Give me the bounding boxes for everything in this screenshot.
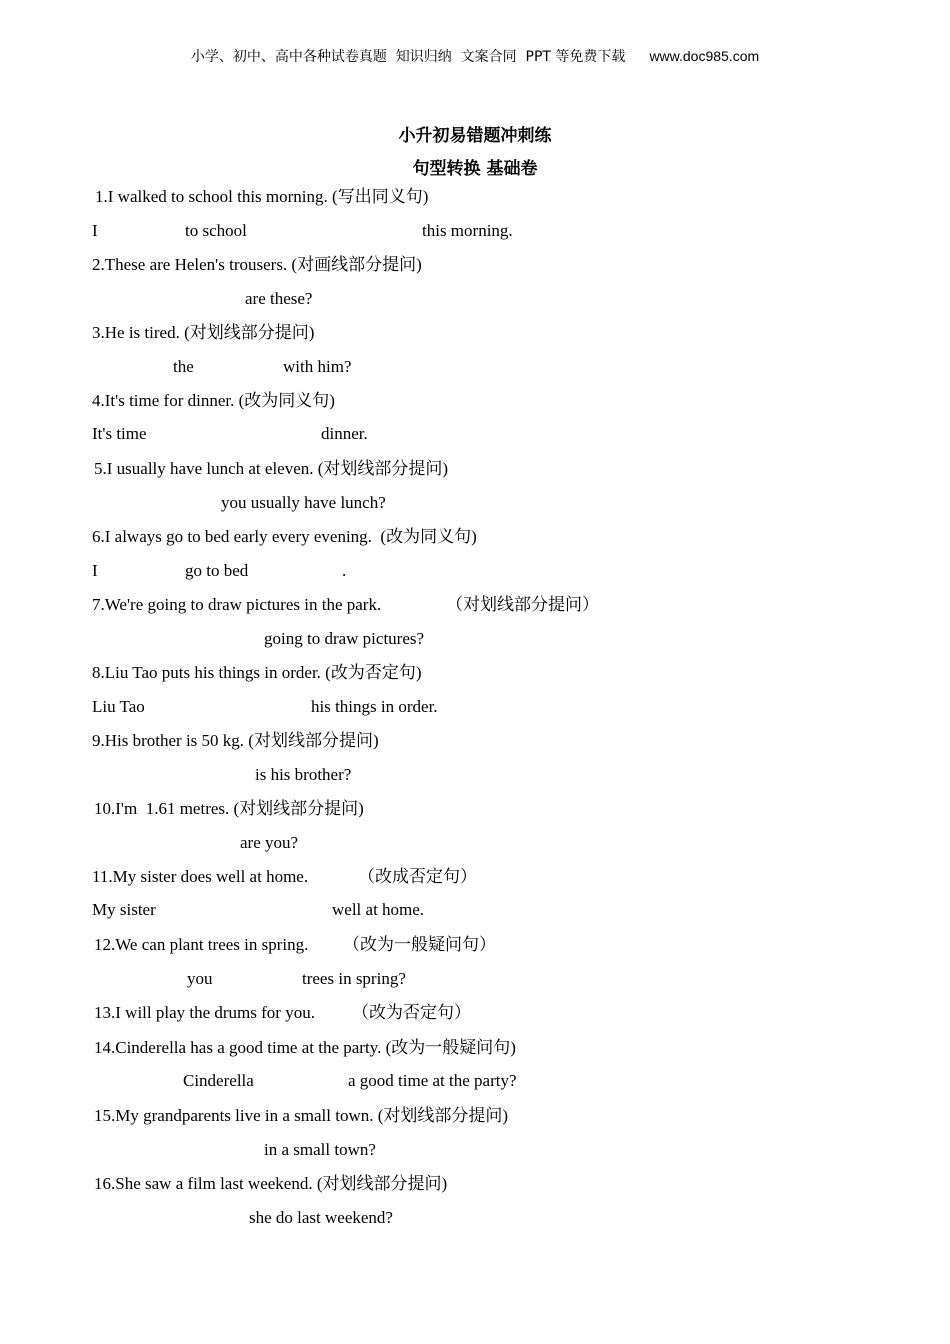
answer-text: .	[342, 561, 347, 580]
header-site-link[interactable]: www.doc985.com	[649, 48, 760, 64]
answer-text: his things in order.	[311, 697, 438, 716]
question-2: 2.These are Helen's trousers. (对画线部分提问)	[92, 255, 422, 274]
question-6: 6.I always go to bed early every evening. (改为同义句)	[92, 527, 477, 546]
answer-text: well at home.	[332, 900, 425, 919]
question-1: 1.I walked to school this morning. (写出同义句)	[95, 187, 429, 206]
answer-text: she do last weekend?	[249, 1208, 393, 1227]
answer-text: the	[173, 357, 194, 376]
answer-text: you usually have lunch?	[221, 493, 386, 512]
answer-text: you	[187, 969, 213, 988]
question-instruction: （改成否定句）	[358, 867, 477, 887]
answer-text: with him?	[283, 357, 352, 376]
answer-line-15	[0, 1139, 950, 1205]
question-3: 3.He is tired. (对划线部分提问)	[92, 323, 315, 342]
question-14: 14.Cinderella has a good time at the party. (改为一般疑问句)	[94, 1038, 516, 1057]
page-header	[0, 46, 950, 66]
answer-text: Cinderella	[183, 1071, 254, 1090]
answer-line-16	[0, 1207, 950, 1273]
question-instruction: （改为否定句）	[352, 1003, 471, 1023]
answer-text: to school	[185, 221, 247, 240]
answer-text: going to draw pictures?	[264, 629, 425, 648]
answer-line-7	[0, 628, 950, 694]
question-text: 13.I will play the drums for you.	[94, 1003, 315, 1022]
question-instruction: （改为一般疑问句）	[343, 935, 496, 955]
answer-text: is his brother?	[255, 765, 352, 784]
document-title: 小升初易错题冲刺练	[398, 126, 552, 146]
question-text: 7.We're going to draw pictures in the park.	[92, 595, 382, 614]
answer-text: in a small town?	[264, 1140, 376, 1159]
answer-text: I	[92, 561, 98, 580]
question-5: 5.I usually have lunch at eleven. (对划线部分提问)	[94, 459, 449, 478]
answer-line-5	[0, 492, 950, 558]
question-4: 4.It's time for dinner. (改为同义句)	[92, 391, 335, 410]
document-subtitle: 句型转换 基础卷	[412, 159, 538, 179]
question-15: 15.My grandparents live in a small town. (对划线部分提问)	[94, 1106, 509, 1125]
answer-text: It's time	[92, 424, 147, 443]
answer-text: My sister	[92, 900, 156, 919]
answer-text: a good time at the party?	[348, 1071, 517, 1090]
question-text: 12.We can plant trees in spring.	[94, 935, 309, 954]
answer-text: are these?	[245, 289, 313, 308]
answer-text: dinner.	[321, 424, 368, 443]
answer-text: this morning.	[422, 221, 513, 240]
question-instruction: （对划线部分提问）	[446, 595, 599, 615]
answer-line-9	[0, 764, 950, 830]
answer-text: I	[92, 221, 98, 240]
answer-line-2	[0, 288, 950, 354]
question-text: 11.My sister does well at home.	[92, 867, 309, 886]
question-16: 16.She saw a film last weekend. (对划线部分提问)	[94, 1174, 448, 1193]
answer-text: go to bed	[185, 561, 249, 580]
answer-text: trees in spring?	[302, 969, 406, 988]
question-9: 9.His brother is 50 kg. (对划线部分提问)	[92, 731, 379, 750]
header-text: 小学、初中、高中各种试卷真题 知识归纳 文案合同 PPT 等免费下载	[190, 49, 626, 65]
answer-text: are you?	[240, 833, 299, 852]
question-10: 10.I'm 1.61 metres. (对划线部分提问)	[94, 799, 364, 818]
answer-text: Liu Tao	[92, 697, 145, 716]
question-8: 8.Liu Tao puts his things in order. (改为否定句)	[92, 663, 422, 682]
